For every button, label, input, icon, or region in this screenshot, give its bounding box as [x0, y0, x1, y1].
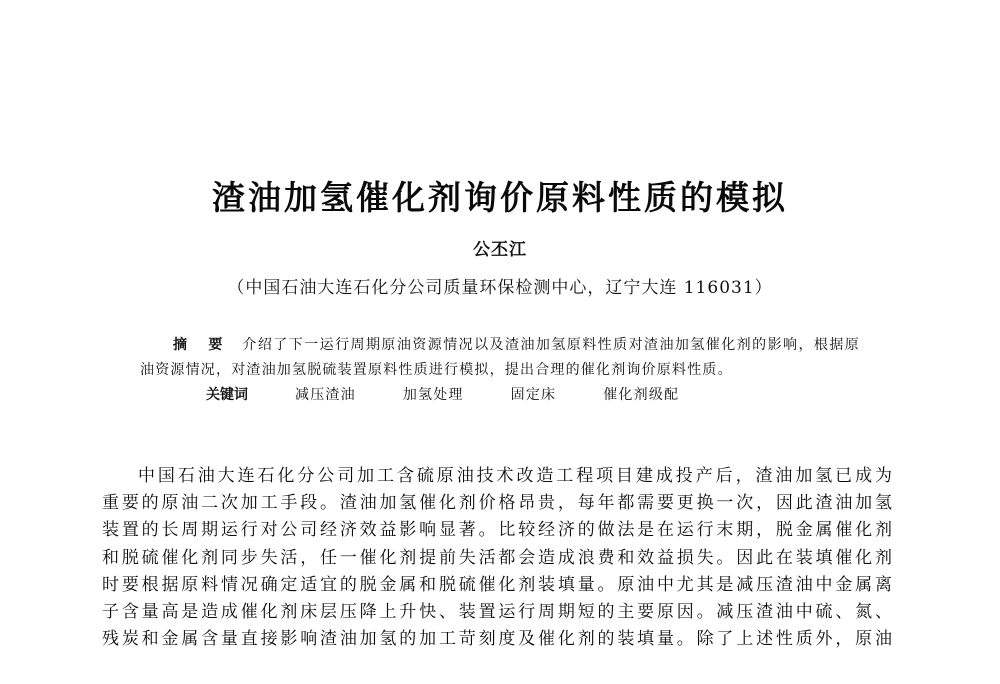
- keywords-line: [140, 383, 860, 408]
- body-line: 残炭和金属含量直接影响渣油加氢的加工苛刻度及催化剂的装填量。除了上述性质外，原油: [102, 629, 892, 650]
- body-line: 时要根据原料情况确定适宜的脱金属和脱硫催化剂装填量。原油中尤其是减压渣油中金属离: [102, 574, 892, 595]
- keyword-item: 固定床: [510, 387, 557, 403]
- body-line: 装置的长周期运行对公司经济效益影响显著。比较经济的做法是在运行末期，脱金属催化剂: [102, 520, 892, 541]
- author-name: 公丕江: [473, 240, 527, 260]
- abstract-block: [140, 333, 860, 408]
- paper-title: 渣油加氢催化剂询价原料性质的模拟: [212, 178, 788, 217]
- body-line: 重要的原油二次加工手段。渣油加氢催化剂价格昂贵，每年都需要更换一次，因此渣油加氢: [102, 493, 892, 514]
- body-line: 和脱硫催化剂同步失活，任一催化剂提前失活都会造成浪费和效益损失。因此在装填催化剂: [102, 547, 892, 568]
- abstract-paragraph: [140, 333, 860, 383]
- abstract-label: 摘 要: [173, 337, 231, 353]
- author-affiliation: （中国石油大连石化分公司质量环保检测中心，辽宁大连 116031）: [227, 278, 773, 298]
- keyword-item: 催化剂级配: [603, 387, 680, 403]
- keyword-item: 减压渣油: [295, 387, 356, 403]
- body-paragraph: [102, 463, 892, 653]
- body-line: 中国石油大连石化分公司加工含硫原油技术改造工程项目建成投产后，渣油加氢已成为: [138, 466, 892, 486]
- keywords-label: 关键词: [206, 387, 248, 403]
- abstract-text: 介绍了下一运行周期原油资源情况以及渣油加氢原料性质对渣油加氢催化剂的影响，根据原油资源情况，对渣油加氢脱硫装置原料性质进行模拟，提出合理的催化剂询价原料性质。: [140, 337, 861, 378]
- body-line: 子含量高是造成催化剂床层压降上升快、装置运行周期短的主要原因。减压渣油中硫、氮、: [102, 602, 892, 623]
- keyword-item: 加氢处理: [402, 387, 464, 403]
